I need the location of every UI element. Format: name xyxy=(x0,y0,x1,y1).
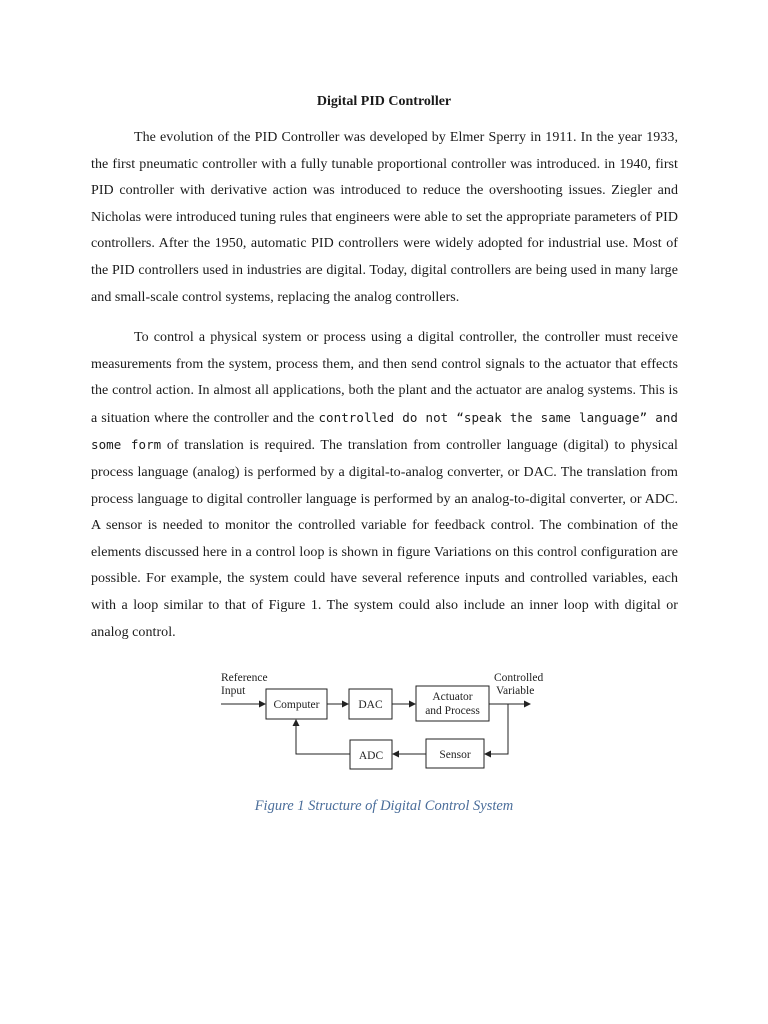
controlled-label: Controlled xyxy=(494,672,544,684)
paragraph-text: of translation is required. The translation from controller language (digital) to physical process language (analog) is performed by a digital-to-analog converter, or DAC. The translation from process language to digital controller language is performed by an analog-to-digital converter, or ADC. A sensor is needed to monitor the controlled variable for feedback control. The combination of the elements discussed here in a control loop is shown in figure Variations on this control configuration are possible. For example, the system could have several reference inputs and controlled variables, each with a loop similar to that of Figure 1. The system could also include an inner loop with digital or analog control. xyxy=(91,438,678,640)
dac-label: DAC xyxy=(358,699,383,711)
paragraph-digital-control xyxy=(91,325,678,646)
paragraph-history: The evolution of the PID Controller was developed by Elmer Sperry in 1911. In the year 1933, the first pneumatic controller with a fully tunable proportional controller was introduced. in 1940, first PID controller with derivative action was introduced to reduce the overshooting issues. Ziegler and Nicholas were introduced tuning rules that engineers were able to set the appropriate parameters of PID controllers. After the 1950, automatic PID controllers were widely adopted for industrial use. Most of the PID controllers used in industries are digital. Today, digital controllers are being used in many large and small-scale control systems, replacing the analog controllers. xyxy=(91,130,678,305)
process-label: and Process xyxy=(425,705,480,717)
document-title: Digital PID Controller xyxy=(316,94,452,109)
sensor-label: Sensor xyxy=(439,749,471,761)
paragraph-mono-text: controlled do not “speak the same language” and some form xyxy=(91,409,678,453)
adc-computer-arrow xyxy=(296,720,350,754)
figure-caption: Figure 1 Structure of Digital Control System xyxy=(254,798,514,814)
reference-label: Reference xyxy=(221,672,268,684)
actuator-label: Actuator xyxy=(432,691,473,703)
variable-label: Variable xyxy=(496,685,535,697)
computer-label: Computer xyxy=(273,699,320,711)
input-label: Input xyxy=(221,685,246,697)
adc-label: ADC xyxy=(358,750,384,762)
paragraph-text: To control a physical system or process using a digital controller, the controller must receive measurements from the system, process them, and then send control signals to the actuator that effects the control action. In almost all applications, both the plant and the actuator are analog systems. This is a situation where the controller and the xyxy=(91,330,678,426)
control-loop-diagram xyxy=(216,668,556,778)
